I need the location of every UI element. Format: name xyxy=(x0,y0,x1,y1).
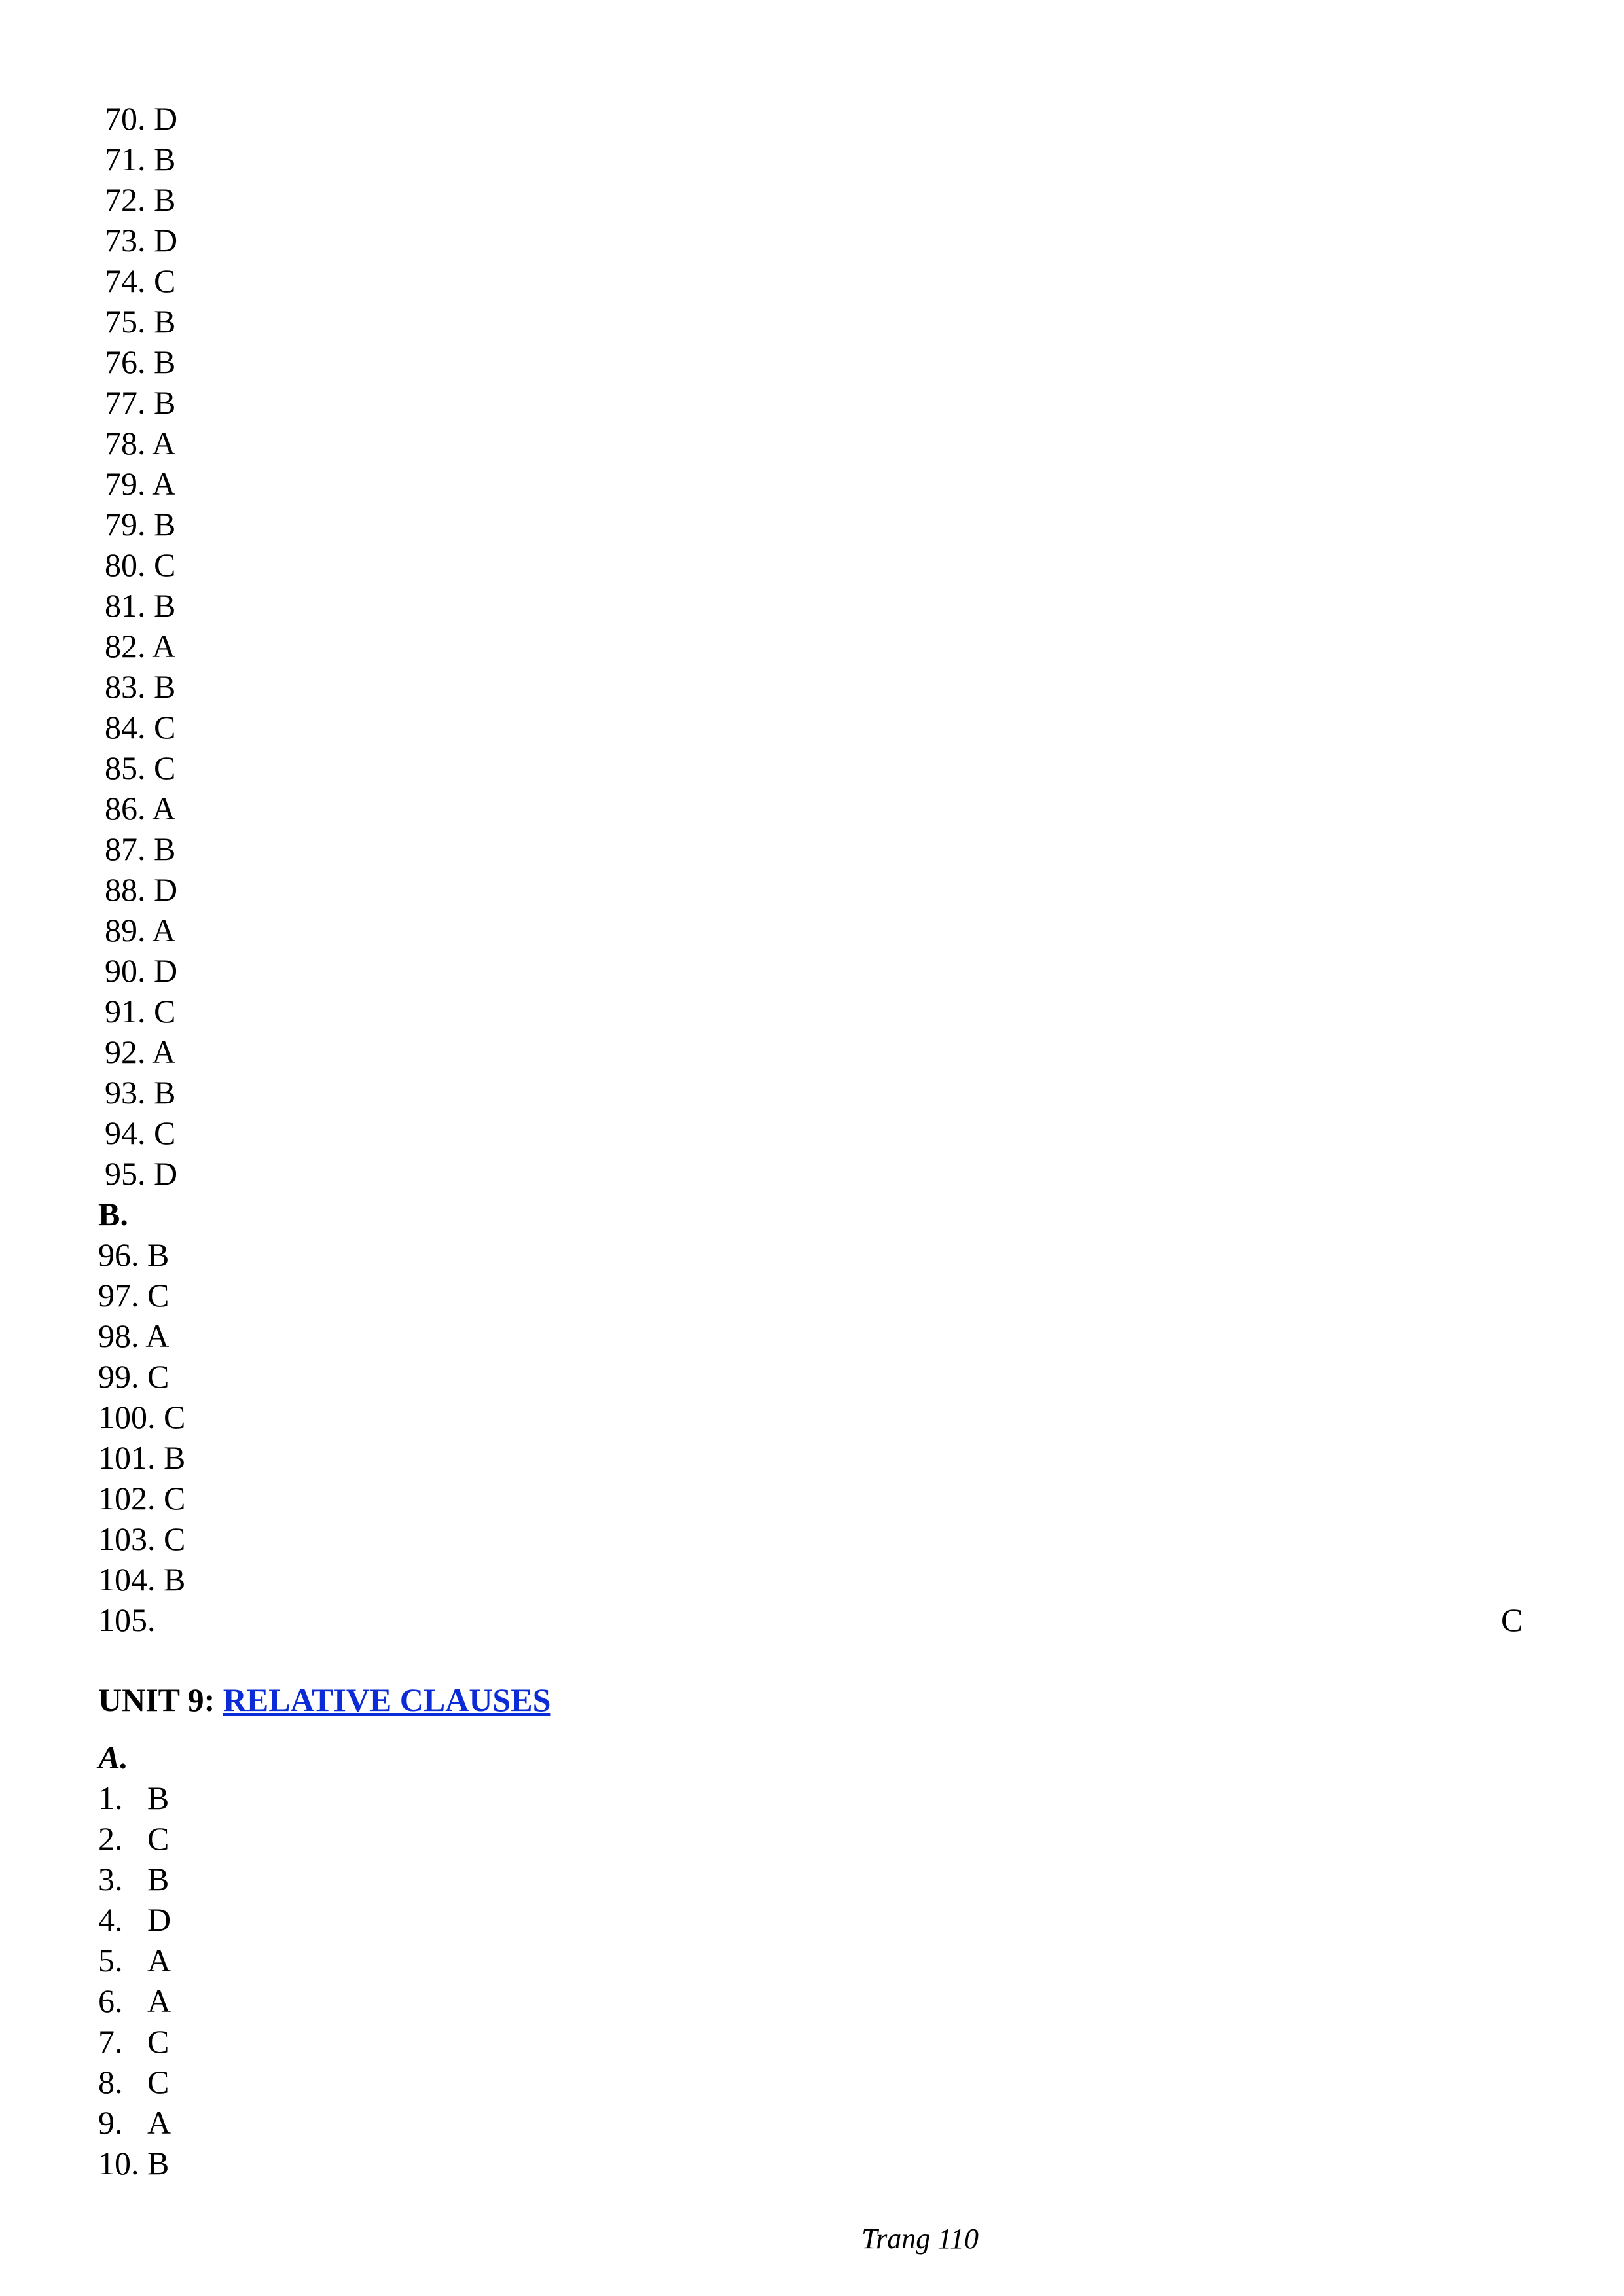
answer-item: 103. C xyxy=(98,1520,186,1557)
answer-item: 100. C xyxy=(98,1399,186,1435)
section-b-heading: B. xyxy=(98,1196,128,1232)
item-answer: A xyxy=(147,1942,171,1979)
answer-item: 76. B xyxy=(105,344,176,380)
item-number: 10. xyxy=(98,2145,139,2181)
answer-item: 96. B xyxy=(98,1236,170,1273)
answer-item: 81. B xyxy=(105,587,176,624)
answer-item: 75. B xyxy=(105,303,176,340)
answer-item xyxy=(98,2021,169,2062)
section-a-heading: A. xyxy=(98,1739,128,1776)
item-number: 3. xyxy=(98,1861,123,1897)
answer-item xyxy=(98,1778,169,1818)
answer-item: 70. D xyxy=(105,100,178,137)
answer-item: 80. C xyxy=(105,547,176,583)
answer-item: 94. C xyxy=(105,1115,176,1151)
item-answer: C xyxy=(147,2023,170,2060)
answer-item: 71. B xyxy=(105,141,176,177)
item-answer: B xyxy=(147,1780,170,1816)
answer-item xyxy=(98,1940,171,1981)
item-answer: C xyxy=(147,2064,170,2100)
item-number: 1. xyxy=(98,1780,123,1816)
answer-item xyxy=(98,2062,169,2102)
answer-item: 74. C xyxy=(105,262,176,299)
unit-heading xyxy=(98,1679,550,1720)
answer-item: 95. D xyxy=(105,1155,178,1192)
item-answer: D xyxy=(147,1901,171,1938)
answer-item: 98. A xyxy=(98,1318,170,1354)
unit-heading-prefix: UNIT 9: xyxy=(98,1681,223,1718)
answer-item: 90. D xyxy=(105,952,178,989)
answer-item: 79. A xyxy=(105,465,176,502)
answer-item: 101. B xyxy=(98,1439,186,1476)
item-number: 4. xyxy=(98,1901,123,1938)
item-number: 7. xyxy=(98,2023,123,2060)
answer-item-answer: C xyxy=(1501,1602,1523,1638)
answer-item: 77. B xyxy=(105,384,176,421)
answer-item: 85. C xyxy=(105,749,176,786)
answer-item: 79. B xyxy=(105,506,176,543)
page-footer xyxy=(0,2221,1624,2257)
answer-item: 84. C xyxy=(105,709,176,745)
answer-item: 104. B xyxy=(98,1561,186,1598)
answer-item: 102. C xyxy=(98,1480,186,1516)
answer-item: 93. B xyxy=(105,1074,176,1111)
answer-item: 78. A xyxy=(105,425,176,461)
item-answer: C xyxy=(147,1820,170,1857)
answer-item-number: 105. xyxy=(98,1602,156,1638)
item-number: 6. xyxy=(98,1982,123,2019)
answer-item: 91. C xyxy=(105,993,176,1030)
relative-clauses-link[interactable]: RELATIVE CLAUSES xyxy=(223,1681,551,1718)
answer-item: 99. C xyxy=(98,1358,170,1395)
answer-item xyxy=(98,2102,171,2143)
answer-item: 82. A xyxy=(105,628,176,664)
answer-item: 88. D xyxy=(105,871,178,908)
answer-item: 89. A xyxy=(105,912,176,948)
answer-item: 97. C xyxy=(98,1277,170,1314)
answer-item: 87. B xyxy=(105,831,176,867)
answer-item: 92. A xyxy=(105,1033,176,1070)
answer-item xyxy=(98,1859,169,1899)
item-number: 9. xyxy=(98,2104,123,2141)
answer-item: 83. B xyxy=(105,668,176,705)
answer-item xyxy=(98,1818,169,1859)
answer-item xyxy=(98,2143,169,2183)
answer-item: 86. A xyxy=(105,790,176,827)
item-answer: B xyxy=(147,1861,170,1897)
answer-item xyxy=(98,1899,171,1940)
item-answer: B xyxy=(147,2145,170,2181)
answer-item: 73. D xyxy=(105,222,178,259)
answer-item xyxy=(98,1981,171,2021)
item-number: 2. xyxy=(98,1820,123,1857)
item-number: 8. xyxy=(98,2064,123,2100)
item-answer: A xyxy=(147,1982,171,2019)
page-number: Trang 110 xyxy=(861,2223,979,2255)
answer-item: 72. B xyxy=(105,181,176,218)
item-number: 5. xyxy=(98,1942,123,1979)
item-answer: A xyxy=(147,2104,171,2141)
